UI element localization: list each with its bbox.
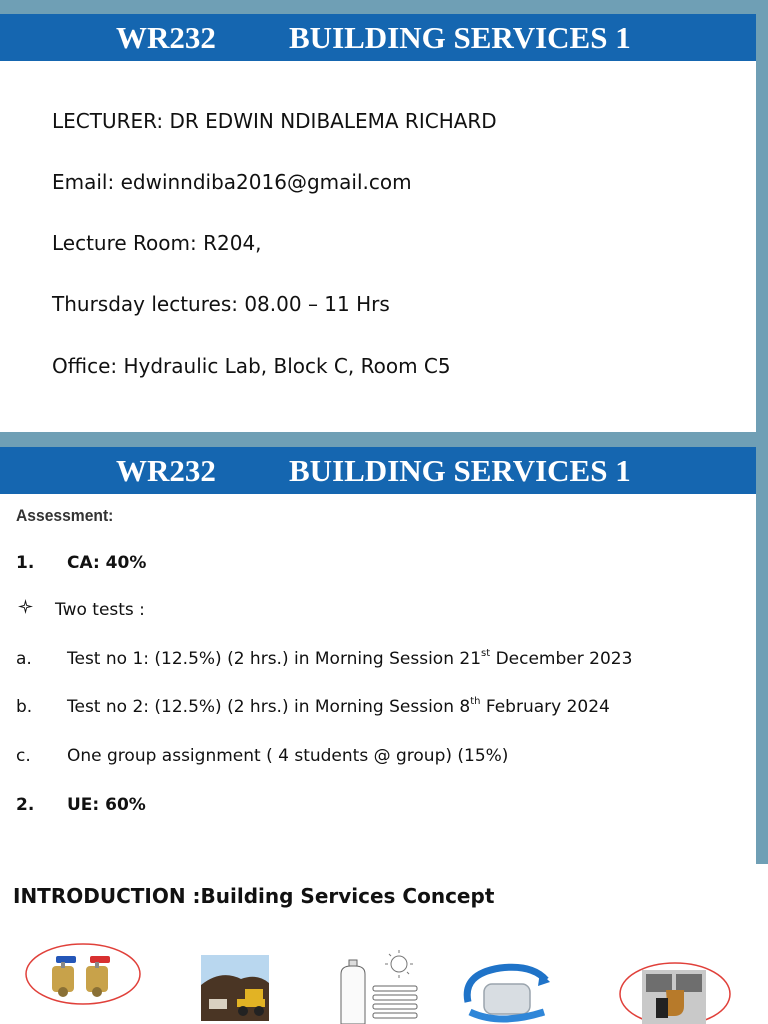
test-b-text [67,697,610,717]
item2-number: 2. [16,795,35,815]
course-code: WR232 [116,19,216,55]
diamond-bullet-icon [18,599,33,619]
valves-icon [24,942,142,1006]
test-c-text: One group assignment ( 4 students @ group) (15%) [67,746,509,766]
test-b-main: Test no 2: (12.5%) (2 hrs.) in Morning Session 8 [67,697,471,717]
room-line: Lecture Room: R204, [52,231,262,255]
email-line: Email: edwinndiba2016@gmail.com [52,170,412,194]
test-a-text [67,649,632,669]
slide2-title-bar [0,447,756,494]
right-gutter-top [756,0,768,433]
air-conditioner-icon [460,962,552,1024]
slide1-title-bar [0,14,756,61]
course-name: BUILDING SERVICES 1 [289,452,631,488]
test-a-suffix: December 2023 [490,649,633,669]
schedule-line: Thursday lectures: 08.00 – 11 Hrs [52,292,390,316]
test-b-suffix: February 2024 [480,697,610,717]
two-tests-text: Two tests : [55,600,145,620]
item1-number: 1. [16,553,35,573]
office-line: Office: Hydraulic Lab, Block C, Room C5 [52,354,451,378]
course-code: WR232 [116,452,216,488]
test-a-main: Test no 1: (12.5%) (2 hrs.) in Morning Session 21 [67,649,482,669]
course-name: BUILDING SERVICES 1 [289,19,631,55]
assessment-heading: Assessment: [16,506,114,525]
test-b-marker: b. [16,697,33,717]
test-b-sup: th [470,696,481,708]
test-a-sup: st [481,648,491,660]
test-a-marker: a. [16,649,32,669]
test-c-marker: c. [16,746,31,766]
water-tank-solar-icon [331,940,426,1024]
item1-text: CA: 40% [67,553,147,573]
waste-bulldozer-icon [201,955,269,1021]
top-border [0,0,768,14]
introduction-title: INTRODUCTION :Building Services Concept [13,884,495,908]
slide-separator [0,432,768,447]
right-gutter-bottom [756,432,768,864]
lecturer-line: LECTURER: DR EDWIN NDIBALEMA RICHARD [52,109,497,133]
plumbing-fixture-icon [618,960,733,1024]
item2-text: UE: 60% [67,795,146,815]
